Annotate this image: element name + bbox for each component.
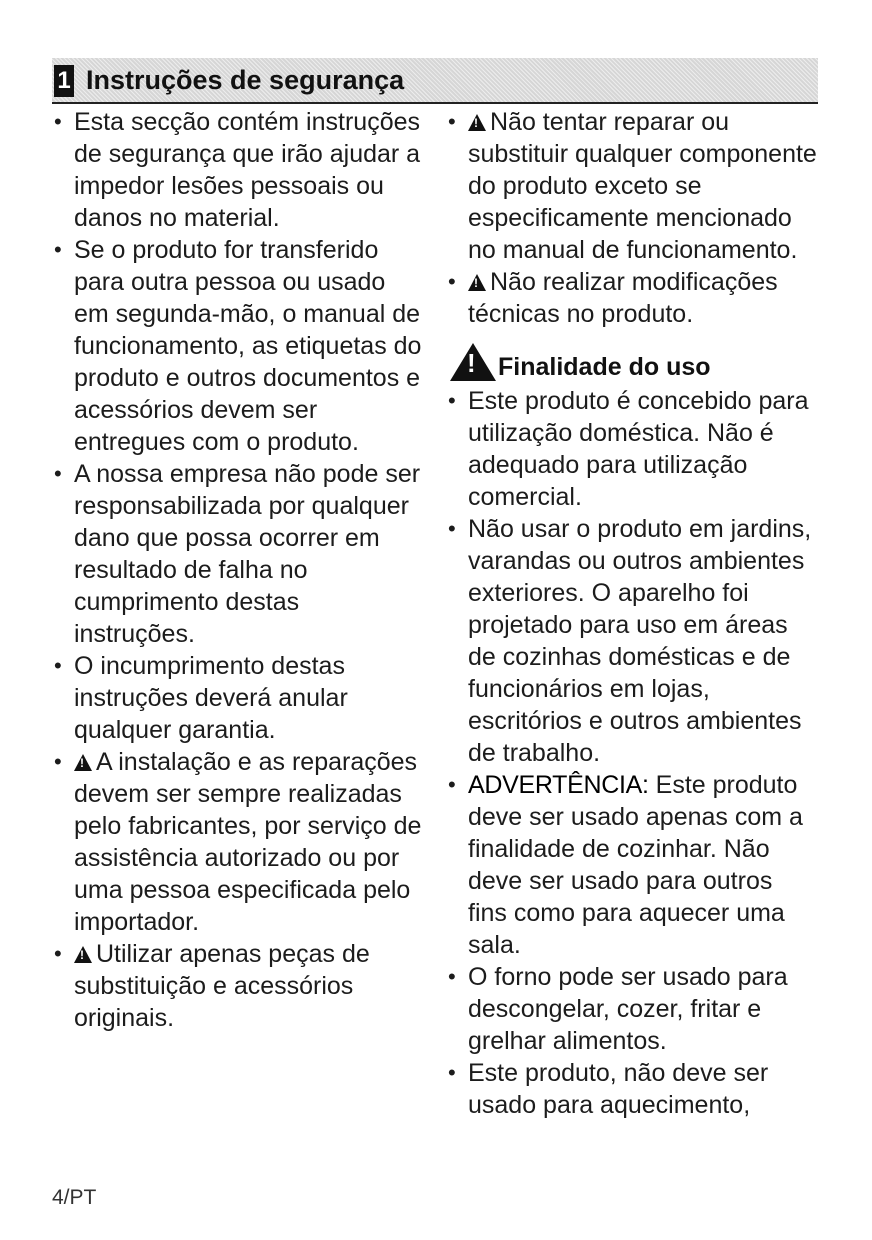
usage-title: Finalidade do uso [498, 353, 711, 381]
warning-icon [74, 946, 92, 963]
section-number: 1 [54, 65, 74, 97]
list-item: • Se o produto for transferido para outra pessoa ou usado em segunda-mão, o manual de funcionamento, as etiquetas do produto e outros documentos e acessórios devem ser entregues com o produto. [52, 234, 422, 458]
right-column [446, 106, 818, 1121]
usage-subheading [446, 345, 818, 385]
left-column [52, 106, 422, 1034]
warning-icon [468, 114, 486, 131]
page-number: 4/PT [52, 1186, 97, 1209]
list-item: !• A instalação e as reparações devem ser sempre realizadas pelo fabricantes, por serviço de assistência autorizado ou por uma pessoa especificada pelo importador. [52, 746, 422, 938]
list-item: • Este produto é concebido para utilização doméstica. Não é adequado para utilização comercial. [446, 385, 818, 513]
list-item: • O incumprimento destas instruções deverá anular qualquer garantia. [52, 650, 422, 746]
warning-label: ADVERTÊNCIA: [468, 771, 649, 799]
list-item: • Este produto, não deve ser usado para aquecimento, [446, 1057, 818, 1121]
section-header [52, 58, 818, 104]
warning-icon [450, 343, 496, 381]
list-item: • A nossa empresa não pode ser responsabilizada por qualquer dano que possa ocorrer em resultado de falha no cumprimento destas instruções. [52, 458, 422, 650]
list-item: !• Não realizar modificações técnicas no produto. [446, 266, 818, 330]
list-item: • ADVERTÊNCIA: Este produto deve ser usado apenas com a finalidade de cozinhar. Não deve ser usado para outros fins como para aquecer uma sala. [446, 769, 818, 961]
warning-icon [74, 754, 92, 771]
section-title: Instruções de segurança [86, 65, 405, 95]
warning-icon [468, 274, 486, 291]
list-item: !• Utilizar apenas peças de substituição e acessórios originais. [52, 938, 422, 1034]
list-item: • Não usar o produto em jardins, varandas ou outros ambientes exteriores. O aparelho foi projetado para uso em áreas de cozinhas domésticas e de funcionários em lojas, escritórios e outros ambientes de trabalho. [446, 513, 818, 769]
list-item: • Esta secção contém instruções de segurança que irão ajudar a impedor lesões pessoais ou danos no material. [52, 106, 422, 234]
list-item: !• Não tentar reparar ou substituir qualquer componente do produto exceto se especificamente mencionado no manual de funcionamento. [446, 106, 818, 266]
list-item: • O forno pode ser usado para descongelar, cozer, fritar e grelhar alimentos. [446, 961, 818, 1057]
